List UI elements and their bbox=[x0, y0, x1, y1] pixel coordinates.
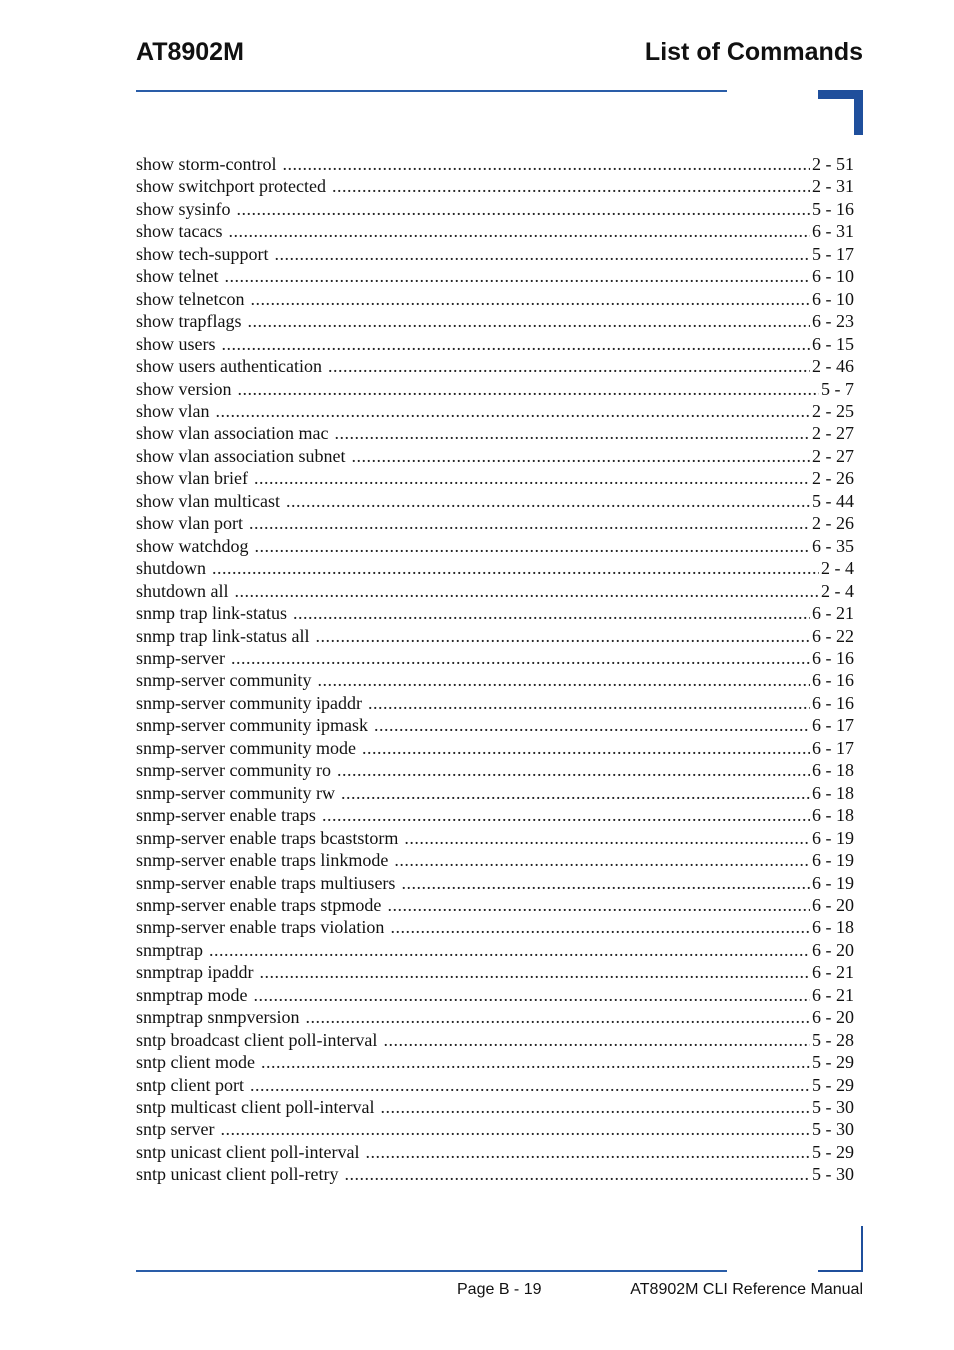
index-entry bbox=[136, 175, 854, 197]
page-reference: 2 - 51 bbox=[812, 154, 854, 174]
dot-leader bbox=[315, 625, 810, 647]
command-name: snmp-server enable traps violation bbox=[136, 917, 385, 938]
dot-leader bbox=[247, 310, 810, 332]
footer-rule bbox=[136, 1270, 727, 1272]
command-name: snmp-server enable traps linkmode bbox=[136, 850, 389, 871]
page-reference: 6 - 21 bbox=[812, 984, 854, 1005]
index-entry bbox=[136, 1118, 854, 1140]
index-entry bbox=[136, 714, 854, 736]
dot-leader bbox=[228, 220, 810, 242]
index-entry bbox=[136, 1163, 854, 1185]
page-reference: 5 - 29 bbox=[812, 1141, 854, 1162]
dot-leader bbox=[365, 1141, 810, 1163]
command-name: sntp unicast client poll-retry bbox=[136, 1164, 339, 1185]
index-entry bbox=[136, 916, 854, 938]
index-entry bbox=[136, 220, 854, 242]
index-entry bbox=[136, 378, 854, 400]
page-reference: 6 - 21 bbox=[812, 962, 854, 983]
page-reference: 6 - 15 bbox=[812, 333, 854, 354]
index-entry bbox=[136, 759, 854, 781]
index-entry bbox=[136, 535, 854, 557]
dot-leader bbox=[286, 490, 810, 512]
command-name: sntp multicast client poll-interval bbox=[136, 1097, 375, 1118]
dot-leader bbox=[238, 378, 820, 400]
command-name: show tech-support bbox=[136, 243, 269, 264]
index-entry bbox=[136, 333, 854, 355]
page-reference: 5 - 17 bbox=[812, 243, 854, 264]
index-entry bbox=[136, 153, 854, 175]
dot-leader bbox=[362, 737, 810, 759]
dot-leader bbox=[254, 535, 810, 557]
index-entry bbox=[136, 782, 854, 804]
index-entry bbox=[136, 310, 854, 332]
page-reference: 5 - 29 bbox=[812, 1052, 854, 1073]
command-name: snmp trap link-status all bbox=[136, 625, 310, 646]
index-entry bbox=[136, 580, 854, 602]
command-name: sntp client port bbox=[136, 1074, 244, 1095]
command-name: snmptrap mode bbox=[136, 984, 248, 1005]
index-entry bbox=[136, 445, 854, 467]
page-reference: 6 - 18 bbox=[812, 917, 854, 938]
command-name: show telnet bbox=[136, 266, 219, 287]
page-reference: 6 - 18 bbox=[812, 760, 854, 781]
index-entry bbox=[136, 422, 854, 444]
page-reference: 5 - 29 bbox=[812, 1074, 854, 1095]
page-reference: 5 - 30 bbox=[812, 1119, 854, 1140]
index-entry bbox=[136, 557, 854, 579]
command-name: show vlan association subnet bbox=[136, 445, 346, 466]
command-name: snmptrap bbox=[136, 939, 203, 960]
index-entry bbox=[136, 647, 854, 669]
page-reference: 6 - 19 bbox=[812, 872, 854, 893]
dot-leader bbox=[401, 872, 810, 894]
command-name: show watchdog bbox=[136, 535, 249, 556]
command-name: show vlan port bbox=[136, 513, 243, 534]
command-name: shutdown all bbox=[136, 580, 229, 601]
page-reference: 6 - 19 bbox=[812, 827, 854, 848]
dot-leader bbox=[380, 1096, 810, 1118]
page-reference: 6 - 20 bbox=[812, 939, 854, 960]
index-entry bbox=[136, 1096, 854, 1118]
index-entry bbox=[136, 490, 854, 512]
index-entry bbox=[136, 939, 854, 961]
footer-corner-mark bbox=[818, 1226, 863, 1272]
index-entry bbox=[136, 265, 854, 287]
command-name: snmp-server enable traps stpmode bbox=[136, 894, 382, 915]
index-entry bbox=[136, 804, 854, 826]
dot-leader bbox=[220, 1118, 810, 1140]
command-name: snmp-server bbox=[136, 647, 225, 668]
page-reference: 2 - 27 bbox=[812, 423, 854, 444]
index-entry bbox=[136, 243, 854, 265]
command-name: snmp-server enable traps multiusers bbox=[136, 872, 396, 893]
dot-leader bbox=[374, 714, 810, 736]
page-number: Page B - 19 bbox=[457, 1281, 542, 1298]
manual-title: AT8902M CLI Reference Manual bbox=[630, 1281, 863, 1298]
dot-leader bbox=[237, 198, 810, 220]
dot-leader bbox=[231, 647, 810, 669]
dot-leader bbox=[306, 1006, 811, 1028]
command-name: snmp-server community ro bbox=[136, 760, 331, 781]
command-name: show vlan brief bbox=[136, 468, 248, 489]
dot-leader bbox=[390, 916, 810, 938]
dot-leader bbox=[317, 669, 810, 691]
index-entry bbox=[136, 198, 854, 220]
page-reference: 2 - 4 bbox=[821, 558, 854, 579]
page-reference: 6 - 10 bbox=[812, 288, 854, 309]
page-reference: 2 - 25 bbox=[812, 400, 854, 421]
page-reference: 2 - 46 bbox=[812, 356, 854, 377]
index-entry bbox=[136, 1141, 854, 1163]
command-name: snmp-server community rw bbox=[136, 782, 335, 803]
command-name: snmptrap snmpversion bbox=[136, 1007, 300, 1028]
dot-leader bbox=[253, 984, 810, 1006]
index-entry bbox=[136, 827, 854, 849]
command-name: snmp-server community ipaddr bbox=[136, 692, 362, 713]
page-reference: 2 - 31 bbox=[812, 176, 854, 197]
dot-leader bbox=[322, 804, 810, 826]
command-name: snmp-server community mode bbox=[136, 737, 356, 758]
index-entry bbox=[136, 1006, 854, 1028]
page-reference: 6 - 35 bbox=[812, 535, 854, 556]
dot-leader bbox=[254, 467, 810, 489]
command-name: snmp-server community ipmask bbox=[136, 715, 368, 736]
dot-leader bbox=[344, 1163, 810, 1185]
dot-leader bbox=[212, 557, 819, 579]
dot-leader bbox=[209, 939, 810, 961]
dot-leader bbox=[383, 1029, 810, 1051]
command-name: show telnetcon bbox=[136, 288, 245, 309]
index-entry bbox=[136, 984, 854, 1006]
index-entry bbox=[136, 625, 854, 647]
page-reference: 5 - 16 bbox=[812, 198, 854, 219]
dot-leader bbox=[341, 782, 810, 804]
dot-leader bbox=[225, 265, 811, 287]
dot-leader bbox=[394, 849, 810, 871]
page-reference: 6 - 17 bbox=[812, 715, 854, 736]
command-name: show users authentication bbox=[136, 356, 322, 377]
dot-leader bbox=[250, 1074, 810, 1096]
page-reference: 2 - 4 bbox=[821, 580, 854, 601]
index-entry bbox=[136, 467, 854, 489]
dot-leader bbox=[222, 333, 811, 355]
index-entry bbox=[136, 737, 854, 759]
index-entry bbox=[136, 400, 854, 422]
page-reference: 6 - 19 bbox=[812, 850, 854, 871]
command-name: show vlan bbox=[136, 400, 210, 421]
command-name: sntp server bbox=[136, 1119, 215, 1140]
dot-leader bbox=[274, 243, 810, 265]
command-name: snmptrap ipaddr bbox=[136, 962, 254, 983]
command-name: shutdown bbox=[136, 558, 207, 579]
page-reference: 6 - 18 bbox=[812, 782, 854, 803]
index-entry bbox=[136, 1029, 854, 1051]
command-name: snmp-server community bbox=[136, 670, 312, 691]
page-reference: 6 - 17 bbox=[812, 737, 854, 758]
command-name: snmp-server enable traps bbox=[136, 805, 316, 826]
dot-leader bbox=[282, 153, 810, 175]
command-name: show vlan multicast bbox=[136, 490, 280, 511]
command-name: sntp unicast client poll-interval bbox=[136, 1141, 360, 1162]
index-entry bbox=[136, 602, 854, 624]
index-entry bbox=[136, 1051, 854, 1073]
index-entry bbox=[136, 288, 854, 310]
command-name: snmp-server enable traps bcaststorm bbox=[136, 827, 399, 848]
dot-leader bbox=[261, 1051, 810, 1073]
index-entry bbox=[136, 849, 854, 871]
header-corner-mark bbox=[818, 90, 863, 135]
dot-leader bbox=[404, 827, 810, 849]
command-name: show switchport protected bbox=[136, 176, 326, 197]
dot-leader bbox=[328, 355, 810, 377]
command-name: show storm-control bbox=[136, 154, 277, 174]
page-reference: 5 - 7 bbox=[821, 378, 854, 399]
index-entry bbox=[136, 1074, 854, 1096]
page-reference: 6 - 16 bbox=[812, 670, 854, 691]
dot-leader bbox=[334, 422, 810, 444]
page-reference: 2 - 27 bbox=[812, 445, 854, 466]
dot-leader bbox=[332, 175, 810, 197]
dot-leader bbox=[337, 759, 810, 781]
index-entry bbox=[136, 872, 854, 894]
dot-leader bbox=[259, 961, 810, 983]
dot-leader bbox=[216, 400, 811, 422]
page-reference: 6 - 16 bbox=[812, 647, 854, 668]
page-reference: 5 - 44 bbox=[812, 490, 854, 511]
dot-leader bbox=[235, 580, 820, 602]
page-reference: 6 - 22 bbox=[812, 625, 854, 646]
document-model-title: AT8902M bbox=[136, 38, 244, 66]
page-reference: 5 - 28 bbox=[812, 1029, 854, 1050]
page-reference: 6 - 21 bbox=[812, 603, 854, 624]
command-name: sntp broadcast client poll-interval bbox=[136, 1029, 378, 1050]
index-entry bbox=[136, 961, 854, 983]
index-entry bbox=[136, 512, 854, 534]
page-reference: 5 - 30 bbox=[812, 1164, 854, 1185]
page-reference: 6 - 31 bbox=[812, 221, 854, 242]
command-name: show vlan association mac bbox=[136, 423, 329, 444]
page-reference: 6 - 10 bbox=[812, 266, 854, 287]
header-rule bbox=[136, 90, 727, 92]
command-name: sntp client mode bbox=[136, 1052, 255, 1073]
page-reference: 2 - 26 bbox=[812, 513, 854, 534]
dot-leader bbox=[250, 288, 810, 310]
index-entry bbox=[136, 669, 854, 691]
section-title: List of Commands bbox=[644, 38, 863, 66]
command-index-list bbox=[136, 153, 854, 1186]
command-name: snmp trap link-status bbox=[136, 603, 287, 624]
command-name: show trapflags bbox=[136, 311, 242, 332]
command-name: show tacacs bbox=[136, 221, 223, 242]
page-reference: 6 - 18 bbox=[812, 805, 854, 826]
command-name: show users bbox=[136, 333, 216, 354]
index-entry bbox=[136, 894, 854, 916]
page-reference: 6 - 20 bbox=[812, 1007, 854, 1028]
dot-leader bbox=[387, 894, 810, 916]
command-name: show sysinfo bbox=[136, 198, 231, 219]
index-entry bbox=[136, 692, 854, 714]
dot-leader bbox=[293, 602, 810, 624]
page-reference: 6 - 23 bbox=[812, 311, 854, 332]
dot-leader bbox=[368, 692, 810, 714]
index-entry bbox=[136, 355, 854, 377]
page-reference: 6 - 16 bbox=[812, 692, 854, 713]
page-reference: 5 - 30 bbox=[812, 1097, 854, 1118]
command-name: show version bbox=[136, 378, 232, 399]
dot-leader bbox=[249, 512, 810, 534]
dot-leader bbox=[351, 445, 810, 467]
page-reference: 2 - 26 bbox=[812, 468, 854, 489]
page-reference: 6 - 20 bbox=[812, 894, 854, 915]
